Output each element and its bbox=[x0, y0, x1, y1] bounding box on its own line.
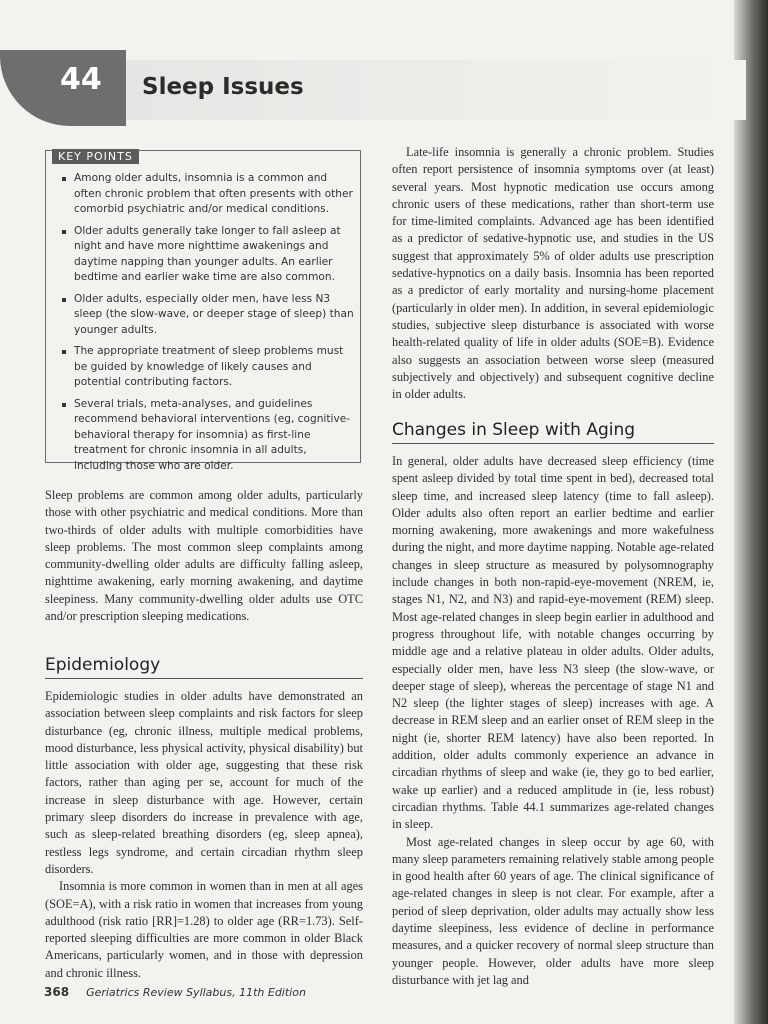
key-point-item: Several trials, meta-analyses, and guidelines recommend behavioral interventions (eg, cognitive-behavioral therapy for insomnia) as first-line treatment for chronic insomnia in all adults, including those who are older. bbox=[60, 397, 356, 475]
changes-section bbox=[392, 453, 714, 989]
intro-section bbox=[45, 487, 363, 625]
intro-paragraph: Sleep problems are common among older adults, particularly those with other psychiatric and medical conditions. More than two-thirds of older adults with multiple comorbidities have sleep problems. The most common sleep complaints among community-dwelling older adults are difficulty falling asleep, nighttime awakening, early morning awakening, and daytime sleepiness. Many community-dwelling older adults use OTC and/or prescription sleeping medications. bbox=[45, 488, 363, 624]
key-point-item: Among older adults, insomnia is a common and often chronic problem that often presents with other comorbid psychiatric and/or medical conditions. bbox=[60, 171, 356, 218]
key-points-label: KEY POINTS bbox=[52, 149, 139, 164]
page-number: 368 bbox=[44, 985, 70, 999]
page-footer bbox=[44, 985, 306, 1000]
key-points-box bbox=[45, 150, 361, 472]
epidemiology-paragraph-1: Epidemiologic studies in older adults have demonstrated an association between sleep complaints and risk factors for sleep disturbance (eg, chronic illness, multiple medical problems, mood disturbance, less physical activity, physical disability) but little association with older age, suggesting that these risk factors, rather than aging per se, account for much of the increase in sleep disturbance with age. However, certain primary sleep disorders do increase in prevalence with age, such as sleep-related breathing disorders (eg, sleep apnea), restless legs syndrome, and certain circadian rhythm sleep disorders. bbox=[45, 689, 363, 876]
chapter-title: Sleep Issues bbox=[142, 74, 304, 100]
right-intro-section bbox=[392, 144, 714, 403]
epidemiology-paragraph-2: Insomnia is more common in women than in men at all ages (SOE=A), with a risk ratio in women that increases from young adulthood (risk ratio [RR]=1.28) to older age (RR=1.73). Self-reported sleeping difficulties are more common in older Black Americans, particularly women, and in those with depression and chronic illness. bbox=[45, 879, 363, 980]
key-point-item: Older adults, especially older men, have less N3 sleep (the slow-wave, or deeper stage of sleep) than younger adults. bbox=[60, 292, 356, 339]
chapter-number: 44 bbox=[60, 62, 102, 97]
changes-paragraph-1: In general, older adults have decreased sleep efficiency (time spent asleep divided by total time spent in bed), decreased total sleep time, and increased sleep latency (time to fall asleep). Older adults also often report an earlier bedtime and earlier morning awakening, more awakenings and more wakefulness during the night, and more daytime napping. Notable age-related changes in sleep structure as measured by polysomnography include changes in both non-rapid-eye-movement (NREM, ie, stages N1, N2, and N3) and rapid-eye-movement (REM) sleep. Most age-related changes in sleep begin earlier in adulthood and progress throughout life, with notable changes occurring by middle age and a relative plateau in older adults. Older adults, especially older men, have less N3 sleep (the slow-wave, or deeper stage of sleep), whereas the percentage of stage N1 and N2 sleep (the lighter stages of sleep) increases with age. A decrease in REM sleep and an earlier onset of REM sleep in the night (ie, shorter REM latency) have also been reported. In addition, older adults commonly experience an advance in circadian rhythms of sleep and wake (ie, they go to bed earlier, wake up earlier) and a reduced amplitude in (ie, less robust) circadian rhythms. Table 44.1 summarizes age-related changes in sleep. bbox=[392, 454, 714, 832]
page-edge-shadow bbox=[734, 0, 768, 1024]
key-point-item: Older adults generally take longer to fall asleep at night and have more nighttime awakenings and daytime napping than younger adults. An earlier bedtime and earlier wake time are also common. bbox=[60, 224, 356, 286]
changes-heading: Changes in Sleep with Aging bbox=[392, 420, 714, 444]
source-title: Geriatrics Review Syllabus, 11th Edition bbox=[86, 986, 306, 999]
right-intro-paragraph: Late-life insomnia is generally a chronic problem. Studies often report persistence of insomnia symptoms over (at least) several years. Most hypnotic medication use occurs among chronic users of these medications, rather than short-term use for time-limited complaints. Advanced age has been identified as a predictor of sedative-hypnotic use, and studies in the US suggest that approximately 5% of older adults use prescription sedative-hypnotics on a daily basis. Insomnia has been reported as a predictor of early mortality and nursing-home placement (particularly in older men). In addition, in several epidemiologic studies, subjective sleep disturbance is associated with worse health-related quality of life in older adults (SOE=B). Evidence also suggests an association between worse sleep (measured subjectively and objectively) and subsequent cognitive decline in older adults. bbox=[392, 145, 714, 402]
changes-paragraph-2: Most age-related changes in sleep occur by age 60, with many sleep parameters remaining relatively stable among people in good health after 60 years of age. The clinical significance of age-related changes in sleep is not clear. For example, after a period of sleep deprivation, older adults may actually show less daytime sleepiness, less evidence of decline in performance measures, and a quicker recovery of normal sleep structure than younger people. However, older adults have more sleep disturbance with jet lag and bbox=[392, 834, 714, 987]
epidemiology-section bbox=[45, 688, 363, 982]
key-point-item: The appropriate treatment of sleep problems must be guided by knowledge of likely causes and potential contributing factors. bbox=[60, 344, 356, 391]
key-points-list bbox=[60, 171, 356, 480]
epidemiology-heading: Epidemiology bbox=[45, 655, 363, 679]
